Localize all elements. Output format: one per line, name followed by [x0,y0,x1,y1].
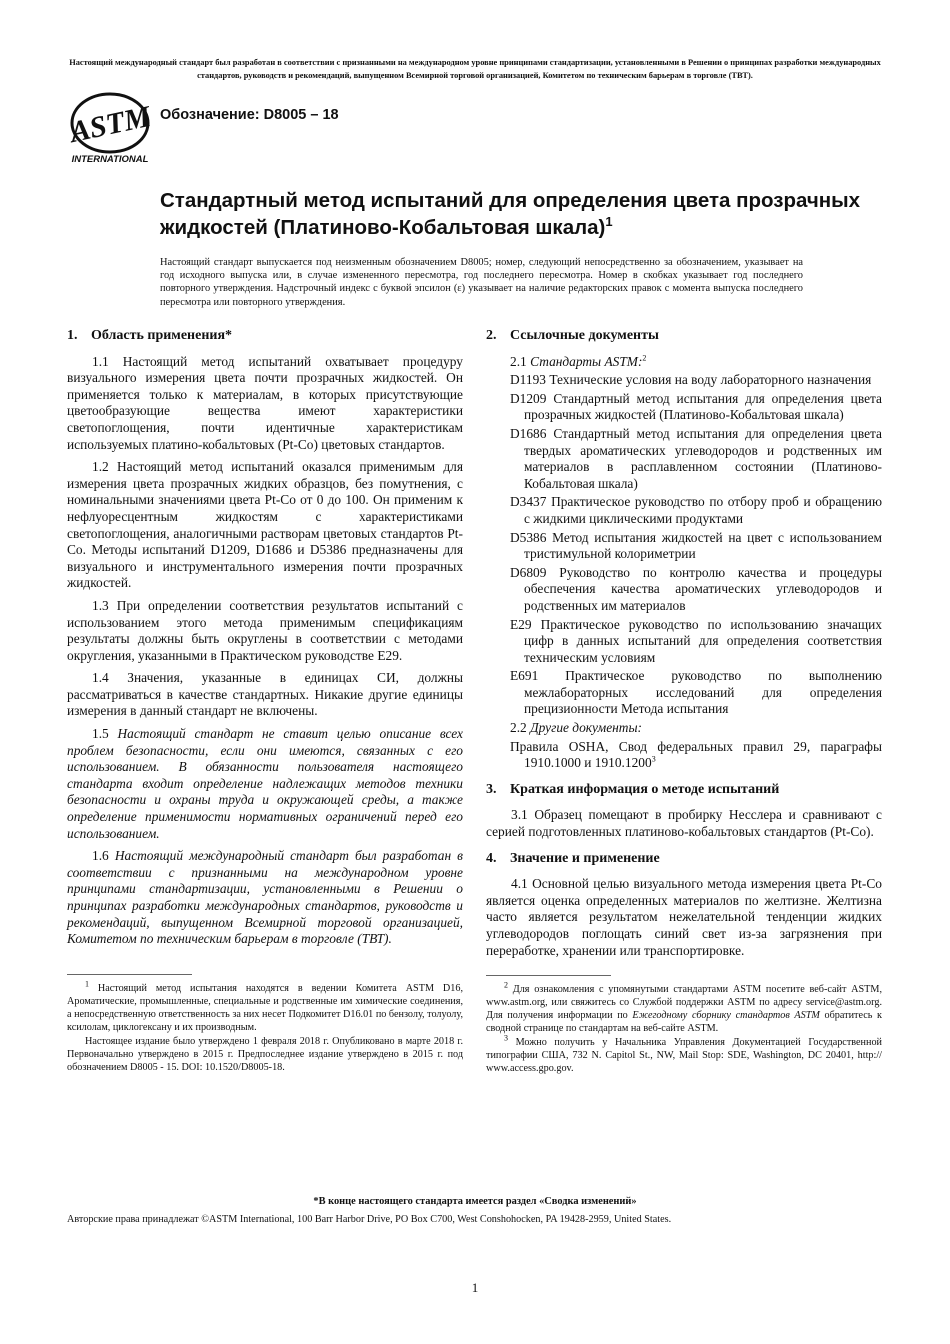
section-1-number: 1. [67,328,78,343]
reference-title: Практическое руководство по использованию значащих цифр в данных испытаний для определения соответствия техническим условиям [524,616,882,665]
reference-title: Практическое руководство по отбору проб и обращению с жидкими циклическими продуктами [524,494,882,526]
subsection-2-1 [486,354,882,371]
footnote-1-edition: Настоящее издание было утверждено 1 февраля 2018 г. Опубликовано в марте 2018 г. Первоначально утверждено в 2015 г. Предпоследнее издание утверждено в 2015 г. под обозначением D8005 - 15. DOI: 10.1520/D8005-18. [67,1035,463,1073]
reference-title: Руководство по контролю качества и процедуры обеспечения качества ароматических углеводородов и родственных им материалов [524,564,882,613]
para-1-4: 1.4 Значения, указанные в единицах СИ, должны рассматриваться в качестве стандартных. Никакие другие единицы измерения в данный стандарт не включены. [67,670,463,719]
section-2-title: Ссылочные документы [510,328,659,343]
footnotes-right [486,980,883,1075]
footnote-2-text-c: обратитесь к сводной странице по стандартам на веб-сайте ASTM. [486,1010,883,1035]
osha-text: Правила OSHA, Свод федеральных правил 29, параграфы 1910.1000 и 1910.1200 [510,738,882,771]
section-3-number: 3. [486,781,497,797]
para-1-2: 1.2 Настоящий метод испытаний оказался применимым для измерения цвета прозрачных жидких образцов, без помутнения, с номинальными значениями цвета Pt-Co от 0 до 100. Он применим к нефлуоресцентным жидкостям с характеристиками светопоглощения, аналогичными растворам цветовых стандартов Pt-Co. Методы испытаний D1209, D1686 и D5386 предназначены для визуального и инструментального измерения почти прозрачных жидкостей. [67,459,463,591]
reference-title: Технические условия на воду лабораторного назначения [549,372,872,388]
subsection-2-2 [486,720,882,737]
section-4-title: Значение и применение [510,850,660,866]
para-1-5-number: 1.5 [92,726,109,742]
footnote-1-text: Настоящий метод испытания находятся в ведении Комитета ASTM D16, Ароматические, промышленные, специальные и родственные им химические соединения, а непосредственную ответственность за них несет Подкомитет D16.01 по бензолу, толуолу, ксилолам, циклогексану и их производным. [67,982,463,1033]
reference-code: D1686 [510,425,547,441]
reference-code: D1193 [510,372,546,388]
footnote-1 [67,979,463,1034]
footnote-divider-right [486,975,611,976]
reference-list [486,372,882,718]
summary-of-changes-note: *В конце настоящего стандарта имеется раздел «Сводка изменений» [313,1196,637,1207]
page-number: 1 [471,1280,479,1295]
section-3-title: Краткая информация о методе испытаний [510,781,780,797]
footnote-3-text: Можно получить у Начальника Управления Документацией Государственной типографии США, 732 N. Capitol St., NW, Mail Stop: SDE, Washington, DC 20401, http:// www.access.gpo.gov. [486,1037,883,1075]
astm-logo [66,92,154,166]
footnote-3 [486,1033,883,1075]
footnote-2 [486,980,883,1035]
footnote-divider-left [67,974,192,975]
reference-item [510,565,882,615]
subsection-2-1-number: 2.1 [510,353,527,369]
section-1-heading [67,328,463,345]
reference-title: Стандартный метод испытания для определения цвета твердых ароматических углеводородов и родственных им материалов в расплавленном состоянии (Платиново-Кобальтовая шкала) [524,425,882,491]
logo-subtext: INTERNATIONAL [71,154,149,165]
para-1-1: 1.1 Настоящий метод испытаний охватывает процедуру визуального измерения цвета почти прозрачных жидкостей. Он применяется только к материалам, в которых присутствующие цветообразующие вещества имеют характеристики светопоглощения, почти идентичные характеристикам используемых платино-кобальтовых (Pt-Co) цветовых стандартов. [67,353,463,452]
reference-code: D1209 [510,390,547,406]
footnotes-left [67,979,463,1074]
section-3-heading [486,782,882,799]
reference-code: D5386 [510,529,547,545]
section-2-number: 2. [486,328,497,343]
reference-item [510,530,882,563]
reference-code: D6809 [510,564,547,580]
reference-item [510,617,882,667]
footnote-1-mark: 1 [85,979,89,989]
para-1-6-number: 1.6 [92,848,109,864]
para-4-1: 4.1 Основной целью визуального метода измерения цвета Pt-Co является оценка определенных материалов по желтизне. Желтизна часто является результатом нежелательной тенденции жидких углеводородов поглощать синий свет из-за загрязнения при переработке, хранении или транспортировке. [486,876,882,958]
top-notice: Настоящий международный стандарт был разработан в соответствии с признанными на международном уровне принципами стандартизации, установленными в Решении о принципах разработки международных стандартов, руководств и рекомендаций, выпущенном Всемирной торговой организацией, Комитетом по техническим барьерам в торговле (ТВТ). [69,58,881,80]
reference-item [510,668,882,718]
reference-code: E691 [510,668,539,684]
section-4-number: 4. [486,850,497,866]
footnote-2-mark: 2 [504,980,508,990]
section-1-title: Область применения* [91,328,233,343]
subsection-2-2-number: 2.2 [510,720,527,736]
reference-item [510,372,882,389]
footnote-2-text-a: Для ознакомления с упомянутыми стандартами ASTM посетите веб-сайт ASTM, www.astm.org, или свяжитесь со Службой поддержки ASTM по адресу service@astm.org. Для получения информации по [486,984,882,1022]
osha-reference [510,739,882,772]
reference-code: D3437 [510,494,547,510]
issue-note: Настоящий стандарт выпускается под неизменным обозначением D8005; номер, следующий непосредственно за обозначением, указывает на год исходного выпуска или, в случае измененного пересмотра, год последнего пересмотра. Номер в скобках указывает год последнего повторного утверждения. Надстрочный индекс с буквой эпсилон (ε) указывает на наличие редакторских правок с момента выпуска последнего пересмотра или повторного утверждения. [160,257,803,308]
reference-item [510,426,882,492]
title-footnote-mark: 1 [605,214,613,230]
right-column [486,328,882,1076]
reference-item [510,494,882,527]
para-3-1: 3.1 Образец помещают в пробирку Несслера и сравнивают с серией подготовленных платиново-кобальтовых стандартов (Pt-Co). [486,807,882,840]
section-2-heading [486,328,882,345]
reference-title: Метод испытания жидкостей на цвет с использованием тристимульной колориметрии [524,529,882,562]
title-text: Стандартный метод испытаний для определения цвета прозрачных жидкостей (Платиново-Кобальтовая шкала) [160,189,861,239]
page-title [160,187,880,241]
left-column [67,328,463,1075]
subsection-2-1-title: Стандарты ASTM: [530,353,643,369]
reference-item [510,391,882,424]
footnote-2-text-b: Ежегодному сборнику стандартов ASTM [632,1010,820,1022]
subsection-2-1-mark: 2 [642,353,647,363]
footnote-3-mark: 3 [504,1033,508,1043]
para-1-6-text: Настоящий международный стандарт был разработан в соответствии с признанными на международном уровне принципами стандартизации, установленными в Решении о принципах разработки международных стандартов, руководств и рекомендаций, выпущенном Всемирной торговой организацией, Комитетом по техническим барьерам в торговле (ТВТ). [67,848,463,947]
reference-title: Практическое руководство по выполнению межлабораторных исследований для определения прецизионности Метода испытания [524,668,882,717]
copyright: Авторские права принадлежат ©ASTM International, 100 Barr Harbor Drive, PO Box C700, West Conshohocken, PA 19428-2959, United States. [67,1214,672,1225]
para-1-3: 1.3 При определении соответствия результатов испытаний с использованием этого метода применимым спецификациям результаты должны быть округлены в соответствии с методами округления, указанными в Практическом руководстве E29. [67,597,463,663]
logo-text: ASTM [66,99,154,150]
designation: Обозначение: D8005 – 18 [160,107,339,123]
para-1-5 [67,726,463,842]
section-4-heading [486,851,882,868]
subsection-2-2-title: Другие документы: [530,720,642,736]
osha-mark: 3 [651,754,656,764]
reference-code: E29 [510,616,532,632]
reference-title: Стандартный метод испытания для определения цвета прозрачных жидкостей (Платиново-Кобальтовая шкала) [524,390,882,423]
para-1-6 [67,848,463,948]
para-1-5-text: Настоящий стандарт не ставит целью описание всех проблем безопасности, если они имеются, связанных с его использованием. В обязанности пользователя настоящего стандарта входит определение надлежащих методов техники безопасности и охраны труда и окружающей среды, а также определение применимости нормативных ограничений перед его использованием. [67,726,463,841]
